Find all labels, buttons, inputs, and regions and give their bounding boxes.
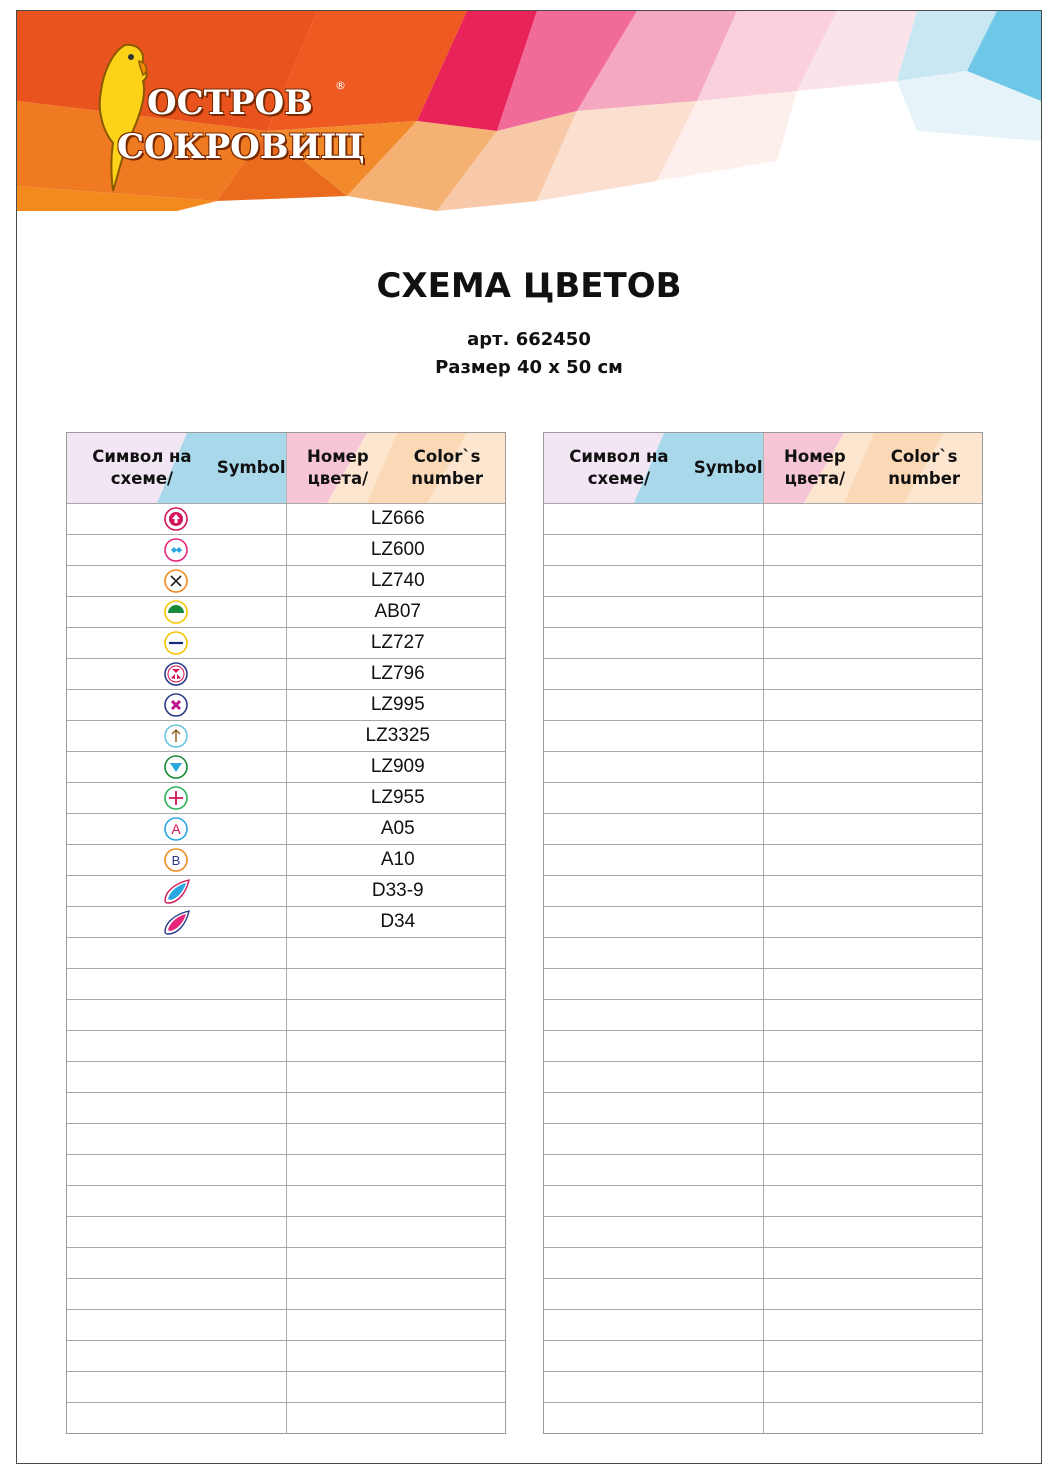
color-number-cell [286, 1062, 506, 1092]
color-number-cell [286, 752, 506, 782]
table-row [544, 658, 982, 689]
registered-mark: ® [335, 79, 346, 92]
symbol-cell [544, 938, 763, 968]
symbol-cell [544, 1000, 763, 1030]
table-row [544, 875, 982, 906]
symbol-cell [67, 1031, 286, 1061]
table-row [544, 720, 982, 751]
table-row [544, 999, 982, 1030]
table-row [544, 1371, 982, 1402]
color-number-cell [763, 566, 983, 596]
symbol-cell [67, 1279, 286, 1309]
table-row [544, 1154, 982, 1185]
pink-drop-icon [162, 908, 190, 936]
color-number-cell [286, 597, 506, 627]
header-color-number: Номер цвета/ Color`s number [763, 433, 983, 503]
color-number-cell [286, 969, 506, 999]
color-number-cell [286, 1124, 506, 1154]
color-number-cell [763, 907, 983, 937]
x-circle-icon [162, 567, 190, 595]
color-number-cell [286, 1279, 506, 1309]
table-row [67, 1371, 505, 1402]
color-number-cell [763, 1062, 983, 1092]
symbol-cell [67, 1124, 286, 1154]
bold-x-circle-icon [162, 691, 190, 719]
symbol-cell [544, 845, 763, 875]
color-number-cell [763, 721, 983, 751]
color-number-cell [286, 783, 506, 813]
table-row [67, 720, 505, 751]
color-number-cell [763, 1341, 983, 1371]
blue-drop-icon [162, 877, 190, 905]
color-number-cell [763, 783, 983, 813]
brand-line1: ОСТРОВ [147, 83, 313, 123]
color-number-cell [286, 1155, 506, 1185]
symbol-cell [67, 597, 286, 627]
color-number-cell [286, 938, 506, 968]
table-row [544, 906, 982, 937]
color-number-cell [763, 814, 983, 844]
table-row [67, 968, 505, 999]
symbol-cell [67, 1310, 286, 1340]
color-number-cell [763, 690, 983, 720]
color-number-cell [286, 1310, 506, 1340]
header-color-number: Номер цвета/ Color`s number [286, 433, 506, 503]
table-row [544, 1092, 982, 1123]
color-code: LZ3325 [365, 725, 430, 746]
symbol-cell [67, 1341, 286, 1371]
color-number-cell [763, 1186, 983, 1216]
table-row [67, 1092, 505, 1123]
table-row [67, 906, 505, 937]
color-code: A05 [380, 818, 415, 839]
color-code: AB07 [374, 601, 421, 622]
color-code: LZ666 [370, 508, 425, 529]
symbol-cell [544, 1217, 763, 1247]
color-number-cell [286, 1093, 506, 1123]
symbol-cell [67, 1000, 286, 1030]
table-row [67, 1247, 505, 1278]
arrow-up-circle-icon [162, 505, 190, 533]
table-row [67, 1216, 505, 1247]
color-number-cell [763, 1279, 983, 1309]
color-number-cell [763, 628, 983, 658]
table-row [67, 1309, 505, 1340]
color-number-cell [763, 597, 983, 627]
color-number-cell [763, 1217, 983, 1247]
color-code: LZ740 [370, 570, 425, 591]
symbol-cell [544, 659, 763, 689]
table-row [67, 534, 505, 565]
color-number-cell [763, 1155, 983, 1185]
page-title: СХЕМА ЦВЕТОВ [376, 266, 682, 306]
color-code: A10 [380, 849, 415, 870]
symbol-cell [67, 1062, 286, 1092]
symbol-cell [67, 969, 286, 999]
symbol-cell [544, 876, 763, 906]
symbol-cell [544, 783, 763, 813]
table-row [544, 1309, 982, 1340]
symbol-cell [67, 907, 286, 937]
table-row [67, 813, 505, 844]
table-row [544, 1340, 982, 1371]
color-code: LZ995 [370, 694, 425, 715]
symbol-cell [544, 1279, 763, 1309]
color-code: LZ796 [370, 663, 425, 684]
color-number-cell [763, 1031, 983, 1061]
table-row [67, 844, 505, 875]
symbol-cell [544, 504, 763, 534]
table-row [67, 782, 505, 813]
svg-text:B: B [171, 853, 181, 868]
symbol-cell [544, 1341, 763, 1371]
table-row [544, 565, 982, 596]
color-number-cell [286, 690, 506, 720]
table-row [67, 1061, 505, 1092]
symbol-cell [544, 628, 763, 658]
symbol-cell [67, 1248, 286, 1278]
color-code: LZ909 [370, 756, 425, 777]
symbol-cell [67, 721, 286, 751]
letter-a-circle-icon [162, 815, 190, 843]
table-row [67, 1402, 505, 1433]
color-number-cell [286, 504, 506, 534]
symbol-cell [67, 1217, 286, 1247]
color-number-cell [286, 1186, 506, 1216]
symbol-cell [67, 938, 286, 968]
color-chart-sheet [16, 10, 1042, 1464]
table-row [67, 1185, 505, 1216]
table-row [544, 1216, 982, 1247]
symbol-cell [67, 783, 286, 813]
symbol-cell [67, 1093, 286, 1123]
table-row [67, 565, 505, 596]
symbol-cell [544, 969, 763, 999]
symbol-cell [544, 1093, 763, 1123]
color-number-cell [763, 1093, 983, 1123]
symbol-cell [544, 1155, 763, 1185]
triangle-down-circle-icon [162, 753, 190, 781]
table-row [67, 937, 505, 968]
color-number-cell [763, 1310, 983, 1340]
color-number-cell [286, 721, 506, 751]
symbol-cell [544, 752, 763, 782]
color-number-cell [763, 969, 983, 999]
color-number-cell [763, 504, 983, 534]
color-number-cell [286, 659, 506, 689]
table-row [544, 627, 982, 658]
table-row [67, 1030, 505, 1061]
letter-b-circle-icon [162, 846, 190, 874]
triangles-circle-icon [162, 660, 190, 688]
color-number-cell [763, 535, 983, 565]
symbol-cell [544, 1031, 763, 1061]
symbol-cell [544, 690, 763, 720]
header-symbol: Символ на схеме/ Symbol [92, 447, 286, 488]
color-number-cell [763, 1372, 983, 1402]
symbol-cell [67, 535, 286, 565]
diamonds-circle-icon [162, 536, 190, 564]
brand-logo [77, 31, 377, 201]
symbol-cell [67, 1186, 286, 1216]
table-row [67, 875, 505, 906]
table-row [544, 1185, 982, 1216]
color-code: LZ727 [370, 632, 425, 653]
table-header [544, 433, 982, 503]
half-circle-green-icon [162, 598, 190, 626]
table-row [67, 751, 505, 782]
symbol-cell [544, 814, 763, 844]
table-row [544, 534, 982, 565]
color-number-cell [763, 876, 983, 906]
symbol-cell [544, 535, 763, 565]
color-number-cell [763, 1403, 983, 1433]
color-number-cell [286, 1341, 506, 1371]
symbol-cell [544, 1062, 763, 1092]
color-number-cell [286, 1000, 506, 1030]
symbol-cell [67, 1155, 286, 1185]
symbol-cell [67, 845, 286, 875]
header-symbol: Символ на схеме/ Symbol [569, 447, 763, 488]
size-label: Размер 40 x 50 см [435, 357, 623, 378]
article-number: арт. 662450 [467, 329, 591, 350]
minus-circle-icon [162, 629, 190, 657]
color-number-cell [286, 566, 506, 596]
color-number-cell [763, 1248, 983, 1278]
color-number-cell [286, 845, 506, 875]
color-number-cell [763, 1124, 983, 1154]
table-row [544, 1402, 982, 1433]
table-row [67, 689, 505, 720]
table-row [67, 627, 505, 658]
symbol-cell [67, 504, 286, 534]
table-row [67, 1123, 505, 1154]
table-row [544, 844, 982, 875]
table-row [67, 1278, 505, 1309]
color-number-cell [286, 628, 506, 658]
color-number-cell [286, 1217, 506, 1247]
color-number-cell [286, 1031, 506, 1061]
table-row [67, 658, 505, 689]
color-table-right [543, 432, 983, 1434]
symbol-cell [67, 876, 286, 906]
table-row [67, 999, 505, 1030]
table-row [544, 1123, 982, 1154]
symbol-cell [544, 721, 763, 751]
symbol-cell [544, 597, 763, 627]
symbol-cell [67, 690, 286, 720]
color-number-cell [286, 814, 506, 844]
table-row [544, 751, 982, 782]
symbol-cell [544, 1403, 763, 1433]
table-row [67, 596, 505, 627]
table-row [544, 1278, 982, 1309]
symbol-cell [544, 907, 763, 937]
plus-circle-icon [162, 784, 190, 812]
color-number-cell [763, 659, 983, 689]
symbol-cell [67, 628, 286, 658]
color-number-cell [286, 1248, 506, 1278]
table-row [67, 1340, 505, 1371]
color-number-cell [763, 938, 983, 968]
symbol-cell [544, 1372, 763, 1402]
brand-line2: СОКРОВИЩ [117, 127, 365, 167]
symbol-cell [67, 752, 286, 782]
table-row [67, 1154, 505, 1185]
table-row [544, 596, 982, 627]
symbol-cell [544, 1248, 763, 1278]
svg-text:A: A [171, 821, 181, 837]
symbol-cell [544, 1124, 763, 1154]
color-number-cell [286, 907, 506, 937]
color-code: LZ955 [370, 787, 425, 808]
color-number-cell [286, 876, 506, 906]
color-number-cell [286, 1372, 506, 1402]
symbol-cell [544, 1310, 763, 1340]
color-table-left [66, 432, 506, 1434]
parrot-icon [77, 35, 157, 195]
table-row [544, 813, 982, 844]
table-row [544, 503, 982, 534]
color-number-cell [286, 535, 506, 565]
symbol-cell [544, 1186, 763, 1216]
color-code: D33-9 [371, 880, 424, 901]
symbol-cell [67, 814, 286, 844]
color-number-cell [763, 752, 983, 782]
symbol-cell [67, 1372, 286, 1402]
symbol-cell [67, 1403, 286, 1433]
table-header [67, 433, 505, 503]
table-row [544, 782, 982, 813]
thin-arrow-up-circle-icon [162, 722, 190, 750]
color-number-cell [286, 1403, 506, 1433]
color-code: D34 [380, 911, 416, 932]
table-row [544, 937, 982, 968]
symbol-cell [544, 566, 763, 596]
table-row [544, 1061, 982, 1092]
table-row [544, 1247, 982, 1278]
symbol-cell [67, 566, 286, 596]
color-number-cell [763, 1000, 983, 1030]
table-row [544, 1030, 982, 1061]
table-row [67, 503, 505, 534]
color-code: LZ600 [370, 539, 425, 560]
table-row [544, 689, 982, 720]
color-number-cell [763, 845, 983, 875]
table-row [544, 968, 982, 999]
symbol-cell [67, 659, 286, 689]
